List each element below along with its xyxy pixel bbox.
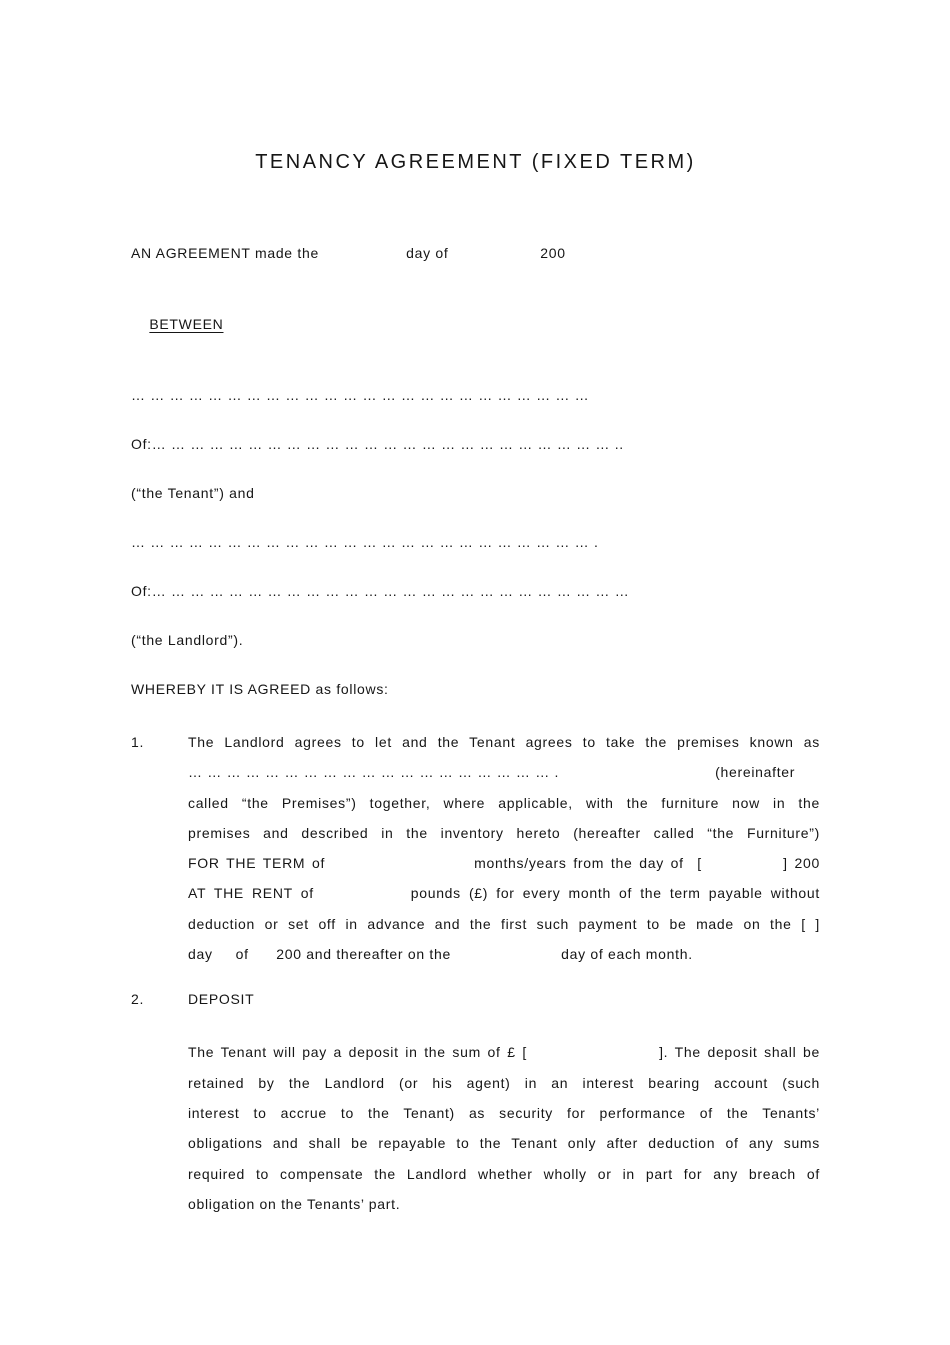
clause-body-line: The Landlord agrees to let and the Tenant agrees to take the premises known as: [188, 734, 820, 750]
landlord-address-blank-line: Of:… … … … … … … … … … … … … … … … … … … … … … … … …: [131, 583, 630, 599]
clause-body-line: FOR THE TERM of months/years from the day of [ ] 200: [188, 855, 820, 872]
clause-2-body: [188, 1037, 820, 1219]
clause-2-number: 2.: [131, 991, 145, 1008]
clause-body-line: … … … … … … … … … … … … … … … … … … … . (hereinafter: [188, 764, 796, 781]
agreed-as-follows-line: WHEREBY IT IS AGREED as follows:: [131, 681, 389, 697]
clause-body-line: day of 200 and thereafter on the day of each month.: [188, 946, 693, 963]
clause-body-line: called “the Premises”) together, where applicable, with the furniture now in the: [188, 794, 820, 811]
between-label: BETWEEN: [149, 316, 224, 332]
tenant-parenthetical: (“the Tenant”) and: [131, 485, 255, 501]
clause-1-number: 1.: [131, 734, 145, 750]
tenant-address-blank-line: Of:… … … … … … … … … … … … … … … … … … … … … … … … ..: [131, 436, 624, 452]
clause-body-line: obligation on the Tenants’ part.: [188, 1195, 401, 1212]
clause-1: [131, 727, 820, 969]
clause-2: [131, 988, 820, 1010]
clause-body-line: premises and described in the inventory hereto (hereafter called “the Furniture”): [188, 824, 820, 841]
clause-body-line: required to compensate the Landlord whether wholly or in part for any breach of: [188, 1165, 820, 1182]
tenant-name-blank-line: … … … … … … … … … … … … … … … … … … … … … … … …: [131, 387, 590, 403]
clause-body-line: retained by the Landlord (or his agent) in an interest bearing account (such: [188, 1074, 820, 1091]
document-title: TENANCY AGREEMENT (FIXED TERM): [255, 151, 696, 173]
clause-1-body: [188, 727, 820, 969]
clause-body-line: The Tenant will pay a deposit in the sum of £ [ ]. The deposit shall be: [188, 1044, 820, 1061]
clause-2-heading: DEPOSIT: [188, 991, 255, 1008]
agreement-date-line: AN AGREEMENT made the day of 200: [131, 245, 566, 261]
clause-body-line: AT THE RENT of pounds (£) for every month of the term payable without: [188, 885, 820, 902]
clause-body-line: obligations and shall be repayable to the Tenant only after deduction of any sums: [188, 1135, 820, 1152]
clause-body-line: deduction or set off in advance and the first such payment to be made on the [ ]: [188, 915, 820, 932]
landlord-parenthetical: (“the Landlord”).: [131, 632, 244, 648]
between-line: [131, 291, 820, 357]
clause-body-line: interest to accrue to the Tenant) as security for performance of the Tenants’: [188, 1104, 820, 1121]
landlord-name-blank-line: … … … … … … … … … … … … … … … … … … … … … … … … .: [131, 534, 599, 550]
